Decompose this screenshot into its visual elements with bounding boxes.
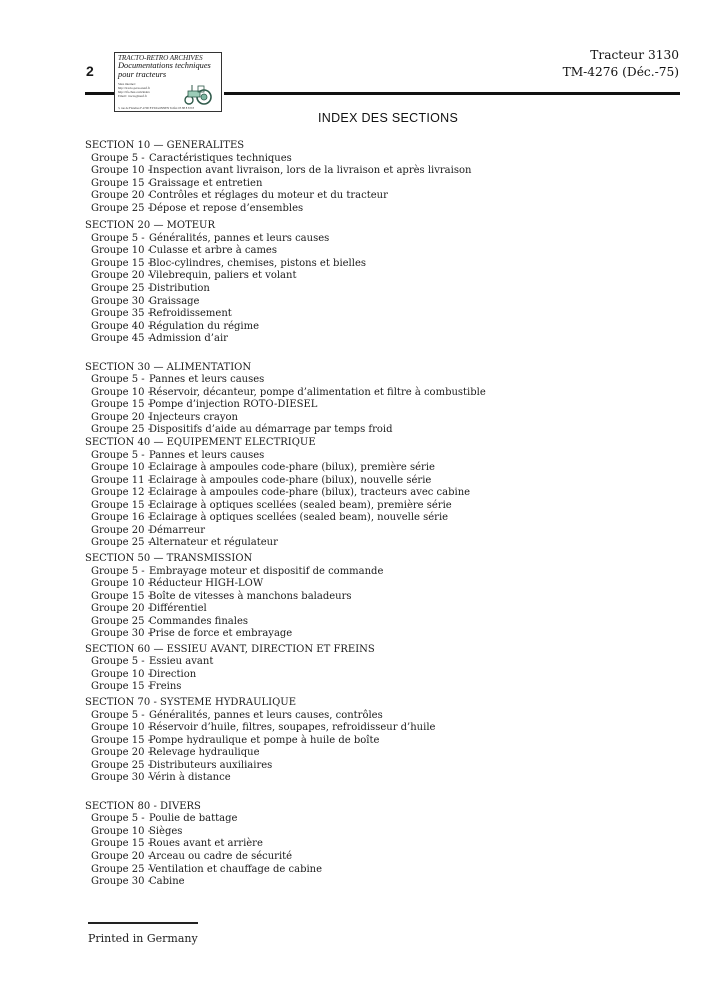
group-item bbox=[85, 813, 545, 826]
group-number: Groupe 10 - bbox=[91, 386, 152, 398]
section-20 bbox=[85, 220, 545, 345]
group-item bbox=[85, 656, 545, 669]
group-label: Sièges bbox=[149, 825, 183, 837]
group-number: Groupe 5 - bbox=[91, 565, 145, 577]
group-item bbox=[85, 864, 545, 877]
group-number: Groupe 15 - bbox=[91, 681, 152, 693]
group-item bbox=[85, 826, 545, 839]
group-item bbox=[85, 165, 545, 178]
group-item bbox=[85, 153, 545, 166]
group-item bbox=[85, 321, 545, 334]
group-label: Réducteur HIGH-LOW bbox=[149, 578, 264, 590]
group-number: Groupe 5 - bbox=[91, 152, 145, 164]
group-item bbox=[85, 308, 545, 321]
group-number: Groupe 10 - bbox=[91, 462, 152, 474]
section-30 bbox=[85, 362, 545, 437]
group-label: Eclairage à optiques scellées (sealed beam), première série bbox=[149, 499, 452, 511]
group-number: Groupe 20 - bbox=[91, 190, 152, 202]
group-label: Graissage et entretien bbox=[149, 177, 263, 189]
header-rule-left bbox=[85, 92, 115, 95]
group-number: Groupe 15 - bbox=[91, 499, 152, 511]
group-number: Groupe 15 - bbox=[91, 399, 152, 411]
group-item bbox=[85, 233, 545, 246]
group-label: Pannes et leurs causes bbox=[149, 374, 265, 386]
group-item bbox=[85, 424, 545, 437]
group-label: Refroidissement bbox=[149, 308, 232, 320]
group-label: Freins bbox=[149, 681, 182, 693]
group-label: Boîte de vitesses à manchons baladeurs bbox=[149, 590, 352, 602]
group-label: Commandes finales bbox=[149, 615, 248, 627]
group-number: Groupe 5 - bbox=[91, 709, 145, 721]
group-label: Poulie de battage bbox=[149, 813, 238, 825]
group-label: Dépose et repose d’ensembles bbox=[149, 202, 304, 214]
spacer bbox=[85, 346, 545, 362]
group-item bbox=[85, 399, 545, 412]
group-label: Arceau ou cadre de sécurité bbox=[149, 850, 293, 862]
section-70 bbox=[85, 697, 545, 785]
section-80 bbox=[85, 801, 545, 889]
group-item bbox=[85, 628, 545, 641]
footer-rule bbox=[88, 922, 198, 924]
page-title: INDEX DES SECTIONS bbox=[318, 111, 459, 125]
group-number: Groupe 30 - bbox=[91, 876, 152, 888]
group-label: Roues avant et arrière bbox=[149, 838, 263, 850]
group-item bbox=[85, 450, 545, 463]
group-label: Cabine bbox=[149, 876, 185, 888]
stamp-line: http://tfs.chez.com/index bbox=[118, 90, 150, 95]
group-item bbox=[85, 851, 545, 864]
group-number: Groupe 5 - bbox=[91, 656, 145, 668]
group-label: Régulation du régime bbox=[149, 320, 260, 332]
group-number: Groupe 15 - bbox=[91, 257, 152, 269]
group-number: Groupe 12 - bbox=[91, 487, 152, 499]
group-number: Groupe 25 - bbox=[91, 424, 152, 436]
group-label: Injecteurs crayon bbox=[149, 411, 238, 423]
group-item bbox=[85, 747, 545, 760]
group-item bbox=[85, 512, 545, 525]
group-item bbox=[85, 525, 545, 538]
group-item bbox=[85, 760, 545, 773]
group-number: Groupe 20 - bbox=[91, 747, 152, 759]
group-label: Embrayage moteur et dispositif de commande bbox=[149, 565, 384, 577]
group-number: Groupe 35 - bbox=[91, 308, 152, 320]
group-item bbox=[85, 178, 545, 191]
group-item bbox=[85, 566, 545, 579]
group-number: Groupe 20 - bbox=[91, 850, 152, 862]
group-number: Groupe 30 - bbox=[91, 295, 152, 307]
group-label: Pannes et leurs causes bbox=[149, 449, 265, 461]
group-label: Vérin à distance bbox=[149, 772, 231, 784]
section-title: SECTION 30 — ALIMENTATION bbox=[85, 361, 252, 373]
group-label: Généralités, pannes et leurs causes, contrôles bbox=[149, 709, 383, 721]
group-number: Groupe 5 - bbox=[91, 232, 145, 244]
group-label: Caractéristiques techniques bbox=[149, 152, 292, 164]
group-item bbox=[85, 669, 545, 682]
section-title: SECTION 60 — ESSIEU AVANT, DIRECTION ET FREINS bbox=[85, 643, 375, 655]
group-label: Alternateur et régulateur bbox=[149, 537, 278, 549]
group-number: Groupe 16 - bbox=[91, 512, 152, 524]
stamp-footer: 3, rue de Flandres F-4700 EYZIGONNEN Telfax 03 88 8 8 8 8 bbox=[118, 106, 194, 110]
section-title: SECTION 50 — TRANSMISSION bbox=[85, 552, 253, 564]
group-label: Relevage hydraulique bbox=[149, 747, 260, 759]
group-number: Groupe 40 - bbox=[91, 320, 152, 332]
group-item bbox=[85, 258, 545, 271]
group-number: Groupe 45 - bbox=[91, 333, 152, 345]
group-item bbox=[85, 500, 545, 513]
group-number: Groupe 5 - bbox=[91, 374, 145, 386]
group-item bbox=[85, 296, 545, 309]
group-label: Réservoir, décanteur, pompe d’alimentation et filtre à combustible bbox=[149, 386, 486, 398]
section-10 bbox=[85, 140, 545, 215]
group-label: Réservoir d’huile, filtres, soupapes, refroidisseur d’huile bbox=[149, 722, 436, 734]
group-number: Groupe 10 - bbox=[91, 165, 152, 177]
group-number: Groupe 15 - bbox=[91, 177, 152, 189]
group-item bbox=[85, 203, 545, 216]
stamp-subtitle-2: pour tracteurs bbox=[118, 69, 167, 79]
group-number: Groupe 25 - bbox=[91, 759, 152, 771]
group-label: Pompe hydraulique et pompe à huile de boîte bbox=[149, 734, 380, 746]
group-number: Groupe 25 - bbox=[91, 615, 152, 627]
group-label: Contrôles et réglages du moteur et du tracteur bbox=[149, 190, 388, 202]
group-item bbox=[85, 722, 545, 735]
model-name: Tracteur 3130 bbox=[590, 48, 679, 62]
group-label: Prise de force et embrayage bbox=[149, 628, 293, 640]
group-label: Distribution bbox=[149, 283, 210, 295]
manual-reference: TM-4276 (Déc.-75) bbox=[562, 65, 679, 79]
group-label: Direction bbox=[149, 668, 197, 680]
printed-in-note: Printed in Germany bbox=[88, 932, 198, 945]
group-number: Groupe 25 - bbox=[91, 537, 152, 549]
group-number: Groupe 25 - bbox=[91, 202, 152, 214]
group-item bbox=[85, 537, 545, 550]
group-number: Groupe 30 - bbox=[91, 772, 152, 784]
group-label: Différentiel bbox=[149, 603, 207, 615]
group-number: Groupe 10 - bbox=[91, 578, 152, 590]
group-label: Graissage bbox=[149, 295, 200, 307]
group-number: Groupe 25 - bbox=[91, 283, 152, 295]
group-number: Groupe 15 - bbox=[91, 590, 152, 602]
group-number: Groupe 25 - bbox=[91, 863, 152, 875]
group-item bbox=[85, 591, 545, 604]
group-item bbox=[85, 772, 545, 785]
group-item bbox=[85, 616, 545, 629]
group-item bbox=[85, 838, 545, 851]
group-item bbox=[85, 876, 545, 889]
group-number: Groupe 20 - bbox=[91, 411, 152, 423]
group-number: Groupe 10 - bbox=[91, 245, 152, 257]
group-label: Dispositifs d’aide au démarrage par temps froid bbox=[149, 424, 393, 436]
group-label: Distributeurs auxiliaires bbox=[149, 759, 273, 771]
stamp-line: http://tracto.perso.neuf.fr bbox=[118, 86, 150, 91]
group-item bbox=[85, 603, 545, 616]
group-number: Groupe 10 - bbox=[91, 825, 152, 837]
group-item bbox=[85, 333, 545, 346]
group-number: Groupe 20 - bbox=[91, 270, 152, 282]
group-label: Essieu avant bbox=[149, 656, 214, 668]
group-item bbox=[85, 270, 545, 283]
document-reference bbox=[563, 47, 679, 81]
group-item bbox=[85, 578, 545, 591]
group-label: Eclairage à optiques scellées (sealed beam), nouvelle série bbox=[149, 512, 449, 524]
group-label: Bloc-cylindres, chemises, pistons et bielles bbox=[149, 257, 367, 269]
group-item bbox=[85, 735, 545, 748]
group-item bbox=[85, 475, 545, 488]
stamp-line: Email : tracto@neuf.fr bbox=[118, 94, 147, 99]
section-title: SECTION 80 - DIVERS bbox=[85, 800, 201, 812]
group-number: Groupe 15 - bbox=[91, 734, 152, 746]
stamp-subtitle-1: Documentations techniques bbox=[118, 61, 211, 70]
group-label: Vilebrequin, paliers et volant bbox=[149, 270, 297, 282]
group-label: Eclairage à ampoules code-phare (bilux), nouvelle série bbox=[149, 474, 432, 486]
group-number: Groupe 20 - bbox=[91, 603, 152, 615]
group-item bbox=[85, 387, 545, 400]
group-number: Groupe 30 - bbox=[91, 628, 152, 640]
group-label: Démarreur bbox=[149, 524, 206, 536]
section-title: SECTION 40 — EQUIPEMENT ELECTRIQUE bbox=[85, 437, 316, 449]
header-rule-right bbox=[224, 92, 680, 95]
group-item bbox=[85, 681, 545, 694]
group-number: Groupe 5 - bbox=[91, 449, 145, 461]
group-item bbox=[85, 487, 545, 500]
group-label: Culasse et arbre à cames bbox=[149, 245, 277, 257]
page-number: 2 bbox=[86, 63, 94, 79]
stamp-line: Sites internet: bbox=[118, 82, 136, 87]
section-title: SECTION 10 — GENERALITES bbox=[85, 140, 245, 151]
group-number: Groupe 20 - bbox=[91, 524, 152, 536]
section-title: SECTION 20 — MOTEUR bbox=[85, 220, 215, 232]
stamp-title: TRACTO-RETRO ARCHIVES bbox=[118, 54, 203, 62]
tractor-icon bbox=[183, 83, 213, 105]
group-number: Groupe 10 - bbox=[91, 722, 152, 734]
section-index bbox=[85, 140, 545, 889]
group-number: Groupe 5 - bbox=[91, 813, 145, 825]
group-item bbox=[85, 190, 545, 203]
group-item bbox=[85, 412, 545, 425]
group-item bbox=[85, 710, 545, 723]
section-50 bbox=[85, 553, 545, 641]
group-number: Groupe 15 - bbox=[91, 838, 152, 850]
group-number: Groupe 10 - bbox=[91, 668, 152, 680]
group-item bbox=[85, 374, 545, 387]
group-label: Pompe d’injection ROTO-DIESEL bbox=[149, 399, 318, 411]
group-item bbox=[85, 462, 545, 475]
group-label: Eclairage à ampoules code-phare (bilux), tracteurs avec cabine bbox=[149, 487, 471, 499]
section-title: SECTION 70 - SYSTEME HYDRAULIQUE bbox=[85, 696, 297, 708]
group-number: Groupe 11 - bbox=[91, 474, 152, 486]
spacer bbox=[85, 785, 545, 801]
group-item bbox=[85, 283, 545, 296]
group-label: Ventilation et chauffage de cabine bbox=[149, 863, 323, 875]
group-label: Généralités, pannes et leurs causes bbox=[149, 232, 330, 244]
group-label: Admission d’air bbox=[149, 333, 228, 345]
group-label: Eclairage à ampoules code-phare (bilux), première série bbox=[149, 462, 435, 474]
group-label: Inspection avant livraison, lors de la livraison et après livraison bbox=[149, 165, 472, 177]
section-40 bbox=[85, 437, 545, 550]
section-60 bbox=[85, 644, 545, 694]
group-item bbox=[85, 245, 545, 258]
archive-stamp bbox=[114, 52, 222, 112]
